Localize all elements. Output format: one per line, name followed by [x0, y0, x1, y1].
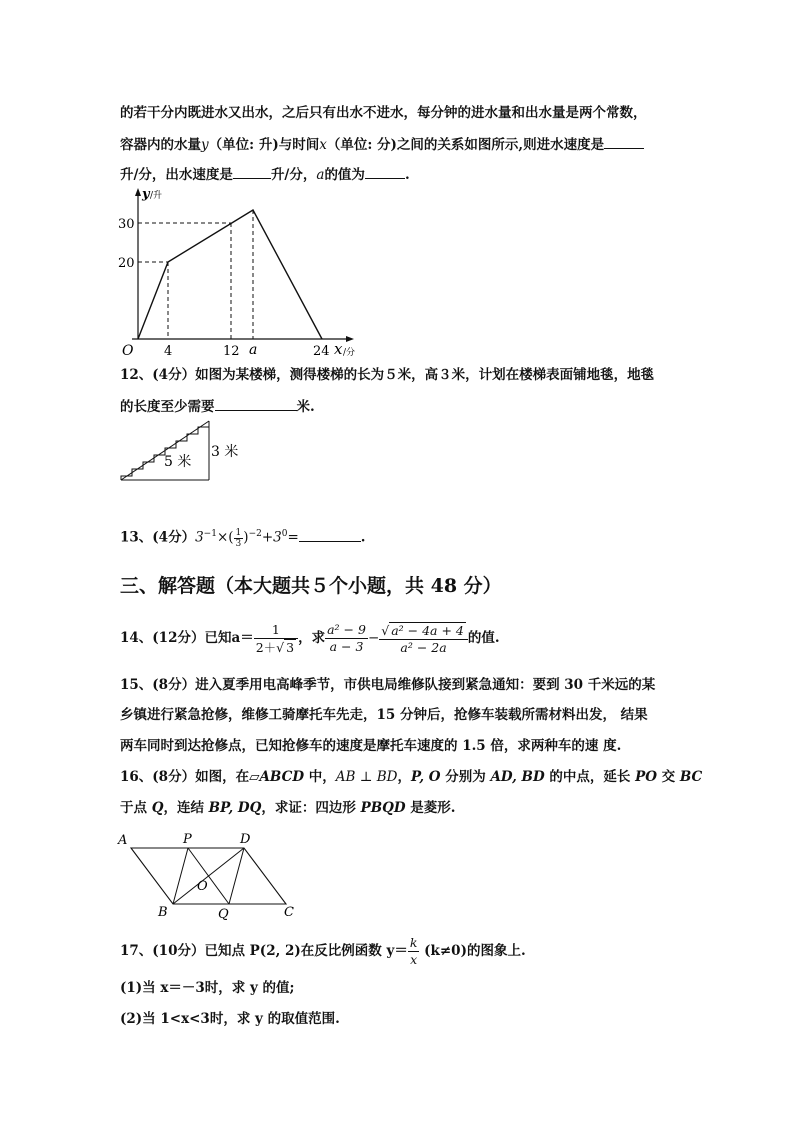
var-a: a: [316, 167, 325, 183]
q16-po2: PO: [635, 769, 657, 785]
label-o: O: [197, 879, 208, 894]
q14-prefix: 14、(12分）已知: [120, 630, 232, 646]
q12-line-2a: 的长度至少需要: [120, 399, 215, 415]
y-tick-20: 20: [118, 256, 135, 271]
q13-base-1: 3: [195, 529, 204, 546]
var-y: y: [201, 137, 209, 153]
q11-line-3a: 升/分，出水速度是: [120, 167, 233, 183]
q13-fraction: [234, 528, 244, 549]
x-axis-unit: /分: [343, 348, 356, 358]
var-x: x: [319, 137, 327, 153]
q16-ad: AD, BD: [490, 769, 545, 785]
q16-l2-c: ，求证：四边形: [261, 800, 361, 816]
q17-frac: [408, 935, 420, 968]
label-p: P: [183, 832, 192, 847]
q12-line-1: 12、(4分）如图为某楼梯，测得楼梯的长为５米，高３米，计划在楼梯表面铺地毯，地毯: [120, 367, 655, 383]
q14-frac1-den: 2＋√ 3: [255, 639, 295, 655]
q14-frac3-num: √ a² − 4a + 4: [379, 622, 468, 640]
section-3-heading: 三、解答题（本大题共５个小题，共 48 分）: [120, 575, 502, 597]
q13-frac-num: 1: [235, 527, 242, 538]
q16-l2-a: 于点: [120, 800, 152, 816]
q13-suffix: .: [360, 529, 366, 546]
q11-line-3c: 的值为: [324, 167, 365, 183]
q13-plus: +: [261, 529, 274, 546]
q13-line: 13、(4分）$3^{-1}\times$( $\frac{1}{3}$ )$^{-2}+3^0=$ .: [120, 527, 366, 549]
q14-frac3-num-sqrt: a² − 4a + 4: [391, 622, 464, 638]
q16-l1-c: ，: [397, 769, 411, 785]
q13-base-3: 3: [273, 529, 282, 546]
q14-line: [120, 618, 500, 658]
stair-hypotenuse: [121, 421, 209, 480]
x-axis-arrow: [346, 336, 354, 342]
q17-frac-num: k: [409, 935, 418, 950]
q16-l2-b: ，连结: [163, 800, 209, 816]
label-q: Q: [218, 907, 229, 920]
q14-frac1-num: 1: [254, 622, 298, 639]
q16-pbqd: PBQD: [360, 800, 406, 816]
q13-frac-den: 3: [235, 538, 242, 549]
water-volume-graph: [112, 184, 362, 360]
q14-frac-1: [254, 622, 298, 656]
q11-blank-a[interactable]: [365, 164, 405, 179]
parallelogram-figure: [114, 828, 304, 920]
y-tick-30: 30: [118, 217, 135, 232]
q13-prefix: 13、(4分）: [120, 529, 196, 546]
q17-y-eq: y＝: [386, 943, 408, 959]
q16-perp: AB ⊥ BD: [335, 769, 398, 785]
q16-abcd: ABCD: [259, 769, 305, 785]
q16-q: Q: [151, 800, 164, 816]
q16-po: P, O: [410, 769, 441, 785]
q11-line-1: 的若干分内既进水又出水，之后只有出水不进水，每分钟的进水量和出水量是两个常数，: [120, 105, 647, 121]
q14-frac2-num: a² − 9: [327, 622, 366, 637]
label-c: C: [284, 905, 294, 920]
q14-frac-2: [325, 622, 368, 655]
q11-line-3-end: .: [404, 167, 410, 183]
stair-height-label: 3 米: [211, 444, 239, 460]
q15-line-3: 两车同时到达抢修点，已知抢修车的速度是摩托车速度的 1.5 倍，求两种车的速 度.: [120, 738, 622, 754]
q11-line-2b: （单位: 升)与时间: [208, 137, 320, 153]
q15-line-1: 15、(8分）进入夏季用电高峰季节，市供电局维修队接到紧急通知：要到 30 千米远的某: [120, 677, 656, 693]
q17-line-1: [120, 932, 526, 970]
y-axis-var: y: [142, 187, 150, 202]
q17-part-2: (2)当 1<x<3时，求 y 的取值范围.: [120, 1011, 340, 1027]
label-b: B: [158, 905, 168, 920]
x-tick-24: 24: [313, 344, 330, 359]
q17-part-1: (1)当 x＝－3时，求 y 的值;: [120, 980, 295, 996]
q14-frac3-den: a² − 2a: [400, 639, 447, 655]
x-tick-4: 4: [164, 344, 173, 359]
q16-line-2: [120, 799, 456, 817]
y-axis-arrow: [135, 188, 141, 196]
origin-label: O: [122, 343, 134, 359]
q16-l1-e: 的中点，延长: [544, 769, 636, 785]
q16-l1-f: 交: [656, 769, 680, 785]
q14-frac1-den-sqrt: 3: [286, 639, 295, 655]
q16-l1-a: 16、(8分）如图，在▱: [120, 769, 260, 785]
stair-length-label: 5 米: [164, 454, 192, 470]
label-a: A: [118, 833, 128, 848]
q11-line-2c: （单位: 分)之间的关系如图所示,则进水速度是: [326, 137, 605, 153]
x-tick-12: 12: [223, 344, 240, 359]
q11-line-3: [120, 164, 410, 184]
segment-dq: [229, 848, 244, 904]
label-d: D: [240, 832, 251, 847]
q14-frac2-den: a − 3: [329, 639, 364, 654]
q13-times: ×: [216, 529, 229, 546]
segment-bp: [173, 848, 188, 904]
q13-eq: =: [287, 529, 299, 546]
q14-frac-3: [379, 622, 468, 656]
q11-blank-inflow[interactable]: [604, 134, 644, 149]
q16-line-1: [120, 768, 702, 786]
q11-line-2: [120, 134, 644, 154]
q16-bc: BC: [679, 769, 703, 785]
q16-l1-b: 中，: [304, 769, 336, 785]
q14-frac1-den-a: 2＋: [255, 639, 277, 655]
q11-blank-outflow[interactable]: [233, 164, 271, 179]
q15-line-2: 乡镇进行紧急抢修，维修工骑摩托车先走，15 分钟后，抢修车装载所需材料出发， 结果: [120, 707, 648, 723]
q12-line-2: [120, 396, 315, 416]
q17-l1-a: 17、(10分）已知点 P(2, 2)在反比例函数: [120, 943, 387, 959]
staircase-figure: [118, 418, 258, 484]
q17-l1-b: (k≠0)的图象上.: [419, 943, 526, 959]
q16-l2-d: 是菱形.: [405, 800, 456, 816]
q13-exp-1: −1: [203, 529, 217, 539]
q11-line-3b: 升/分，: [270, 167, 317, 183]
volume-line: [138, 210, 322, 339]
q13-exp-2: −2: [248, 529, 262, 539]
q14-suffix: 的值.: [467, 630, 500, 646]
q16-bp-dq: BP, DQ: [208, 800, 262, 816]
q14-minus: −: [367, 630, 380, 646]
q14-mid: ，求: [298, 630, 326, 646]
q11-line-2a: 容器内的水量: [120, 137, 201, 153]
y-axis-unit: /升: [150, 191, 163, 201]
segment-pq: [188, 848, 229, 904]
q14-a-eq: a＝: [231, 630, 254, 646]
q12-blank[interactable]: [215, 396, 297, 411]
q13-exp-3: 0: [281, 529, 288, 539]
q16-l1-d: 分别为: [440, 769, 491, 785]
x-axis-var: x: [334, 340, 343, 358]
q13-blank[interactable]: [299, 527, 361, 542]
q12-line-2b: 米.: [296, 399, 315, 415]
x-tick-a: a: [249, 342, 258, 358]
q17-frac-den: x: [410, 952, 418, 967]
